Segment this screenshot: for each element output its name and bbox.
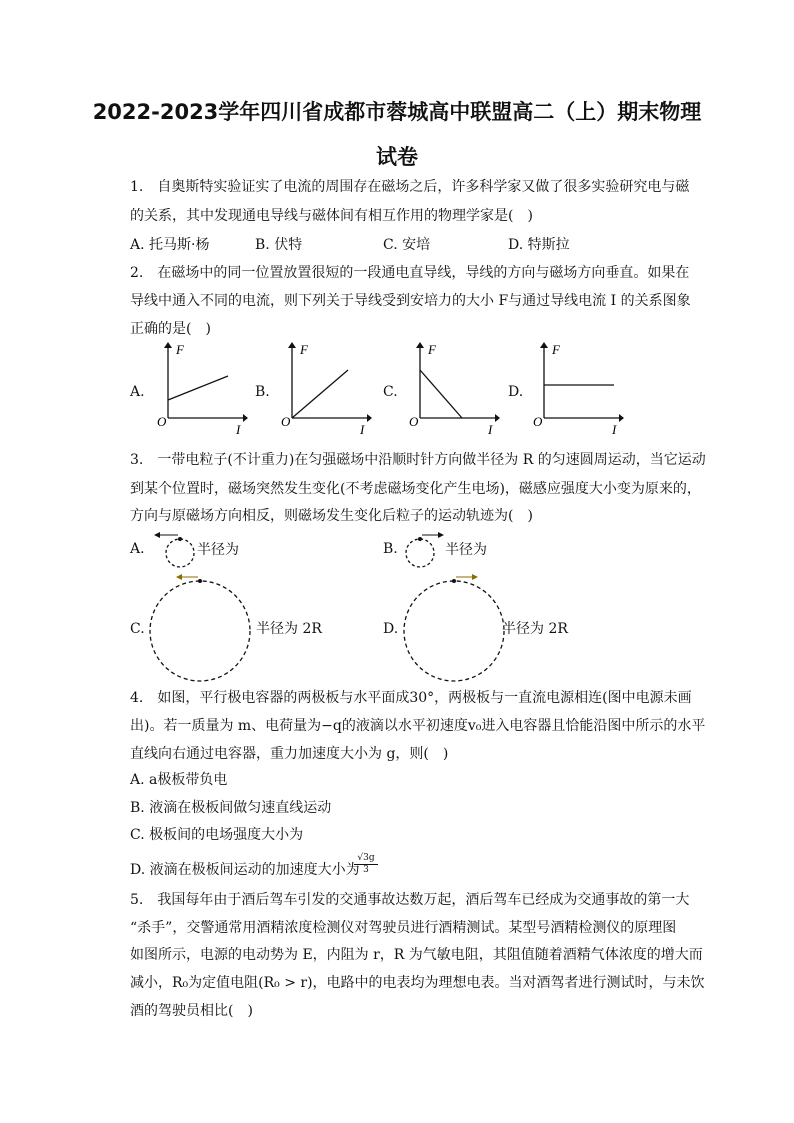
q2-option-d: D. (508, 384, 524, 400)
q2-graph-c-origin: O (409, 414, 419, 429)
q1-text-line2: 的关系，其中发现通电导线与磁体间有相互作用的物理学家是( ) (130, 208, 533, 224)
q3-option-c: C. (130, 621, 145, 637)
q1-option-d: D. 特斯拉 (508, 237, 570, 253)
q2-graph-c (400, 340, 500, 436)
q2-option-b: B. (255, 384, 270, 400)
q2-option-a: A. (130, 384, 145, 400)
q2-graph-a-axis-i: I (236, 422, 241, 436)
q5-text-line3: 如图所示，电源的电动势为 E，内阻为 r，R 为气敏电阻，其阻值随着酒精气体浓度的增大而 (130, 947, 703, 963)
page-title-line1: 2022-2023学年四川省成都市蓉城高中联盟高二（上）期末物理 (92, 100, 702, 124)
q4-text-line3: 直线向右通过电容器，重力加速度大小为 g，则( ) (130, 746, 449, 762)
q2-graph-a-line (168, 376, 228, 400)
q3-caption-c: 半径为 2R (256, 621, 322, 637)
q4-option-d-fraction (354, 853, 378, 876)
q4-text-line1: 4. 如图，平行极电容器的两极板与水平面成30°，两极板与一直流电源相连(图中电源未画 (130, 690, 692, 706)
q2-graph-a-axis-f: F (176, 342, 184, 357)
q2-graph-c-axis-i: I (488, 422, 493, 436)
q4-option-d: D. 液滴在极板间运动的加速度大小为 (130, 862, 360, 878)
q2-graph-d-origin: O (533, 414, 543, 429)
q1-option-a: A. 托马斯·杨 (130, 237, 210, 253)
q2-text-line3: 正确的是( ) (130, 321, 211, 337)
q2-graph-c-line (420, 370, 462, 418)
q4-fraction-numerator: √3g (354, 853, 378, 865)
q2-graph-d-axis-i: I (612, 422, 617, 436)
q3-trajectory-d (402, 572, 512, 684)
q2-option-c: C. (383, 384, 398, 400)
q5-text-line1: 5. 我国每年由于酒后驾车引发的交通事故达数万起，酒后驾车已经成为交通事故的第一大 (130, 892, 690, 908)
q4-option-b: B. 液滴在极板间做匀速直线运动 (130, 800, 332, 816)
q3-trajectory-a (148, 530, 198, 572)
q3-text-line1: 3. 一带电粒子(不计重力)在匀强磁场中沿顺时针方向做半径为 R 的匀速圆周运动，当它运动 (130, 452, 706, 468)
q1-option-b: B. 伏特 (255, 237, 303, 253)
q4-text-line2: 出)。若一质量为 m、电荷量为−q的液滴以水平初速度v₀进入电容器且恰能沿图中所示的水平 (130, 718, 706, 734)
q2-text-line2: 导线中通入不同的电流，则下列关于导线受到安培力的大小 F与通过导线电流 I 的关系图象 (130, 293, 691, 309)
q3-trajectory-c (148, 572, 258, 684)
q2-graph-b-axis-i: I (360, 422, 365, 436)
page-title-line2: 试卷 (376, 145, 418, 169)
q2-graph-a (148, 340, 248, 436)
q3-text-line2: 到某个位置时，磁场突然发生变化(不考虑磁场变化产生电场)，磁感应强度大小变为原来的， (130, 481, 701, 497)
q4-option-c: C. 极板间的电场强度大小为 (130, 827, 304, 843)
q3-caption-b: 半径为 (445, 542, 487, 558)
q2-text-line1: 2. 在磁场中的同一位置放置很短的一段通电直导线，导线的方向与磁场方向垂直。如果在 (130, 265, 690, 281)
q4-option-a: A. a极板带负电 (130, 772, 228, 788)
q3-option-b: B. (383, 541, 398, 557)
q5-text-line4: 减小，R₀为定值电阻(R₀ > r)，电路中的电表均为理想电表。当对酒驾者进行测试时，与未饮 (130, 975, 705, 991)
q3-trajectory-b (398, 530, 448, 572)
q1-option-c: C. 安培 (383, 237, 431, 253)
q2-graph-d (524, 340, 624, 436)
q3-caption-a: 半径为 (197, 542, 239, 558)
q5-text-line5: 酒的驾驶员相比( ) (130, 1003, 253, 1019)
q3-option-a: A. (130, 541, 145, 557)
q2-graph-b (272, 340, 372, 436)
q1-text-line1: 1. 自奥斯特实验证实了电流的周围存在磁场之后，许多科学家又做了很多实验研究电与磁 (130, 179, 690, 195)
q2-graph-b-line (292, 370, 348, 418)
q4-fraction-denominator: 3 (363, 865, 369, 875)
q3-caption-d: 半径为 2R (502, 621, 568, 637)
q3-option-d: D. (383, 621, 399, 637)
q2-graph-a-origin: O (157, 414, 167, 429)
q2-graph-b-origin: O (281, 414, 291, 429)
q2-graph-d-axis-f: F (552, 342, 560, 357)
q3-text-line3: 方向与原磁场方向相反，则磁场发生变化后粒子的运动轨迹为( ) (130, 508, 533, 524)
q5-text-line2: “杀手”，交警通常用酒精浓度检测仪对驾驶员进行酒精测试。某型号酒精检测仪的原理图 (130, 920, 677, 936)
q2-graph-c-axis-f: F (428, 342, 436, 357)
q2-graph-b-axis-f: F (300, 342, 308, 357)
